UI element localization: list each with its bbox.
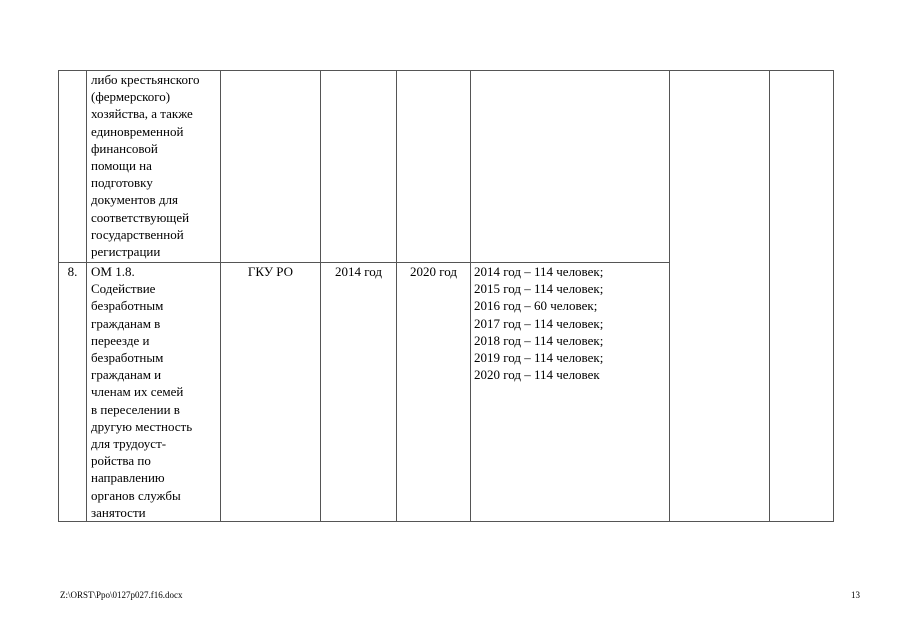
col-border — [220, 70, 221, 522]
table-cell-number: 8. — [67, 264, 78, 279]
col-border — [669, 70, 670, 522]
col-border — [769, 70, 770, 522]
table-cell-result: 2014 год – 114 человек; 2015 год – 114 человек; 2016 год – 60 человек; 2017 год – 114 человек; 2018 год – 114 человек; 2019 год – 114 человек; 2020 год – 114 человек — [474, 264, 604, 383]
table-cell-start-year: 2014 год — [335, 264, 382, 279]
table-border-bottom — [58, 521, 834, 522]
col-border — [86, 70, 87, 522]
col-border — [58, 70, 59, 522]
col-border — [320, 70, 321, 522]
page-number: 13 — [851, 590, 860, 600]
table-cell-end-year: 2020 год — [410, 264, 457, 279]
col-border — [833, 70, 834, 522]
footer-file-path: Z:\ORST\Ppo\0127p027.f16.docx — [60, 590, 183, 600]
table-cell-executor: ГКУ РО — [247, 264, 294, 279]
col-border — [470, 70, 471, 522]
table-cell-measure: ОМ 1.8. Содействие безработным гражданам в переезде и безработным гражданам и членам их семей в переселении в другую местность для трудоуст- ройства по направлению органов службы занятости — [91, 264, 193, 520]
table-cell-measure: либо крестьянского (фермерского) хозяйства, а также единовременной финансовой помощи на подготовку документов для соответствующей государственной регистрации — [91, 72, 200, 260]
col-border — [396, 70, 397, 522]
